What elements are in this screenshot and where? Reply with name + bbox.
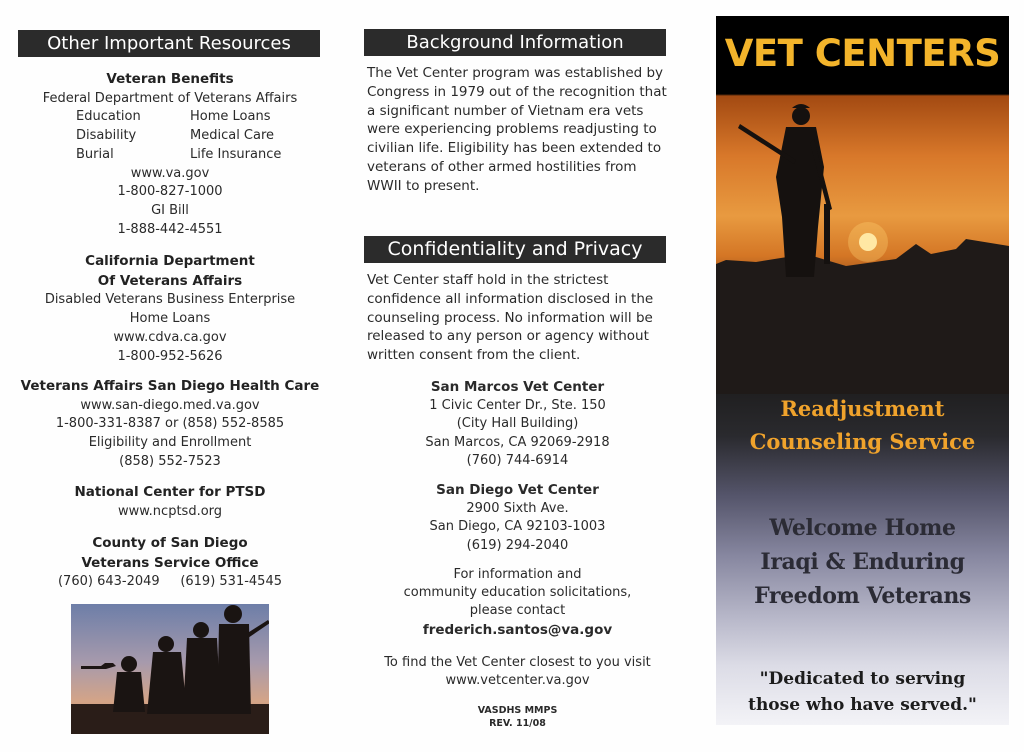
vasd-eligibility-phone: (858) 552-7523 (119, 453, 221, 469)
san-diego-block (345, 481, 690, 555)
info-line-1: For information and (453, 567, 582, 582)
form-code-block (345, 704, 690, 730)
cover-quote-2: those who have served." (748, 695, 977, 715)
san-marcos-block (345, 378, 690, 470)
contact-email[interactable]: frederich.santos@va.gov (422, 621, 613, 638)
va-san-diego-block (0, 377, 340, 472)
find-center-text: To find the Vet Center closest to you visit (384, 655, 651, 670)
san-marcos-phone: (760) 744-6914 (466, 452, 569, 468)
san-marcos-address-2: (City Hall Building) (456, 416, 579, 432)
cover-panel (716, 16, 1009, 725)
county-block (0, 534, 340, 592)
county-title-1: County of San Diego (92, 535, 248, 551)
va-department: Federal Department of Veterans Affairs (42, 90, 298, 106)
cdva-block (0, 252, 340, 366)
cover-welcome-3: Freedom Veterans (754, 583, 971, 609)
san-marcos-address-3: San Marcos, CA 92069-2918 (425, 434, 610, 450)
ptsd-website: www.ncptsd.org (117, 503, 223, 519)
san-diego-address-2: San Diego, CA 92103-1003 (429, 519, 606, 535)
revision-date: REV. 11/08 (489, 718, 546, 729)
soldiers-silhouette-photo (71, 604, 269, 734)
confidentiality-header: Confidentiality and Privacy (364, 236, 666, 263)
san-diego-address-1: 2900 Sixth Ave. (466, 501, 569, 517)
gi-bill-label: GI Bill (151, 202, 189, 218)
va-phone: 1-800-827-1000 (117, 184, 223, 200)
ptsd-title: National Center for PTSD (74, 484, 266, 500)
cover-quote-1: "Dedicated to serving (759, 669, 966, 689)
resources-panel (0, 0, 340, 752)
background-text: The Vet Center program was established by Congress in 1979 out of the recognition that a significant number of Vietnam era vets were experiencing problems readjusting to civilian life. Eligibility has been extended to veterans of other armed hostilities from WWII to present. (367, 65, 667, 194)
cdva-website: www.cdva.ca.gov (113, 329, 227, 345)
info-panel (345, 0, 690, 752)
benefit-item: Burial (76, 146, 114, 162)
vasd-phones: 1-800-331-8387 or (858) 552-8585 (55, 416, 285, 432)
soldier-sunset-icon (716, 94, 1009, 394)
gi-bill-phone: 1-888-442-4551 (117, 221, 223, 237)
cdva-title-1: California Department (85, 253, 255, 269)
benefits-list (36, 108, 340, 164)
form-code: VASDHS MMPS (477, 705, 558, 716)
vasd-eligibility: Eligibility and Enrollment (88, 435, 252, 451)
cdva-line-1: Disabled Veterans Business Enterprise (44, 292, 296, 308)
benefit-item: Medical Care (190, 128, 275, 144)
benefit-item: Disability (76, 128, 137, 144)
soldiers-silhouette-icon (71, 604, 269, 734)
cdva-title-2: Of Veterans Affairs (97, 272, 243, 289)
san-marcos-title: San Marcos Vet Center (430, 379, 605, 395)
san-diego-title: San Diego Vet Center (436, 482, 599, 498)
veteran-benefits-title: Veteran Benefits (106, 71, 234, 87)
ptsd-block (0, 483, 340, 521)
vetcenter-website[interactable]: www.vetcenter.va.gov (445, 673, 590, 689)
county-phones: (760) 643-2049 (619) 531-4545 (57, 574, 282, 590)
san-marcos-address-1: 1 Civic Center Dr., Ste. 150 (429, 398, 606, 414)
san-diego-phone: (619) 294-2040 (466, 537, 569, 553)
cover-title: VET CENTERS (724, 32, 1001, 75)
cover-welcome (716, 511, 1009, 613)
info-line-2: community education solicitations, (403, 585, 632, 601)
info-line-3: please contact (469, 603, 566, 619)
vasd-website: www.san-diego.med.va.gov (80, 397, 260, 413)
cover-welcome-1: Welcome Home (769, 515, 956, 541)
benefit-item: Education (76, 109, 141, 125)
contact-block (345, 566, 690, 640)
vasd-title: Veterans Affairs San Diego Health Care (20, 378, 320, 394)
county-title-2: Veterans Service Office (81, 554, 259, 571)
cover-quote (716, 666, 1009, 718)
confidentiality-text: Vet Center staff hold in the strictest confidence all information disclosed in the counseling process. No information will be released to any person or agency without written consent from the client. (367, 272, 654, 364)
benefit-item: Life Insurance (190, 146, 282, 162)
va-website: www.va.gov (130, 165, 210, 181)
cdva-phone: 1-800-952-5626 (117, 348, 223, 364)
cdva-line-2: Home Loans (129, 311, 211, 327)
benefit-item: Home Loans (190, 109, 271, 125)
background-header: Background Information (364, 29, 666, 56)
cover-welcome-2: Iraqi & Enduring (760, 549, 965, 575)
cover-subtitle-1: Readjustment (780, 396, 945, 421)
resources-header: Other Important Resources (18, 30, 320, 57)
find-center-block (345, 654, 690, 690)
cover-subtitle (716, 392, 1009, 458)
cover-subtitle-2: Counseling Service (749, 429, 976, 454)
veteran-benefits-block (0, 70, 340, 239)
